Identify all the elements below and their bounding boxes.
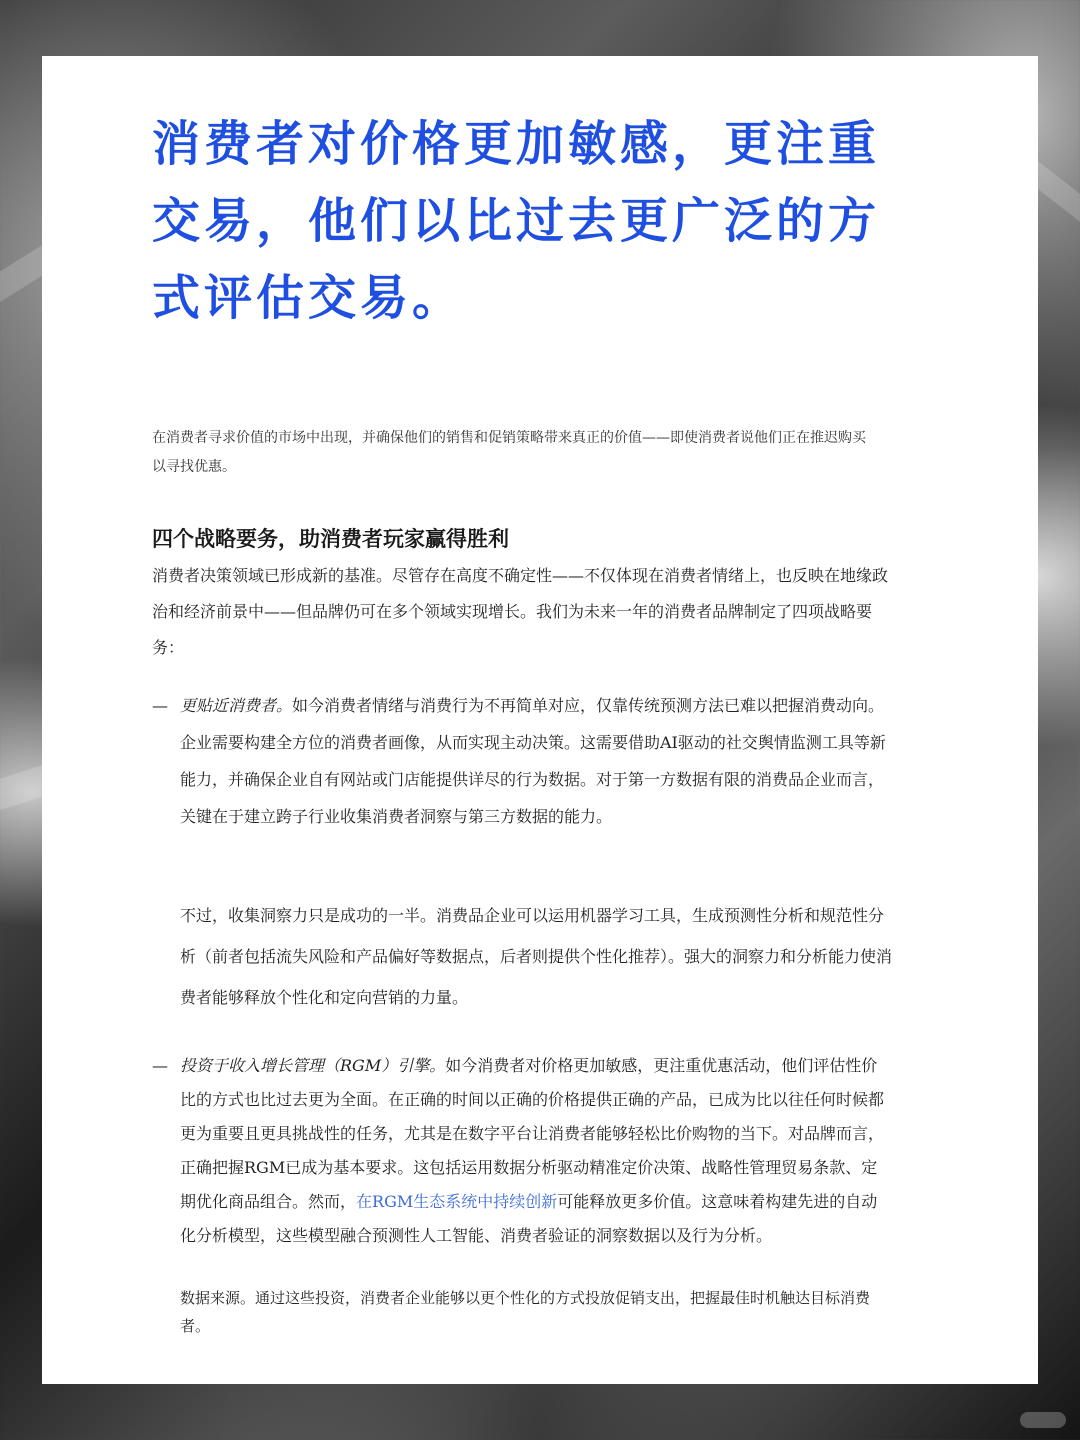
strategy-item-1: [152, 687, 892, 835]
section-title: 四个战略要务，助消费者玩家赢得胜利: [152, 527, 509, 551]
headline: 消费者对价格更加敏感，更注重交易，他们以比过去更广泛的方式评估交易。: [152, 116, 881, 326]
item-dash: —: [152, 696, 168, 715]
item-lead: 投资于收入增长管理（RGM）引擎。: [180, 1056, 446, 1075]
item-text: [152, 1049, 892, 1253]
strategy-item-2: [152, 1049, 892, 1253]
item-body: 如今消费者情绪与消费行为不再简单对应，仅靠传统预测方法已难以把握消费动向。企业需要构建全方位的消费者画像，从而实现主动决策。这需要借助AI驱动的社交舆情监测工具等新能力，并确保企业自有网站或门店能提供详尽的行为数据。对于第一方数据有限的消费品企业而言，关键在于建立跨子行业收集消费者洞察与第三方数据的能力。: [180, 696, 886, 826]
article-card: [42, 56, 1038, 1384]
footnote: 数据来源。通过这些投资，消费者企业能够以更个性化的方式投放促销支出，把握最佳时机触达目标消费者。: [180, 1289, 871, 1335]
section-body: 消费者决策领域已形成新的基准。尽管存在高度不确定性——不仅体现在消费者情绪上，也反映在地缘政治和经济前景中——但品牌仍可在多个领域实现增长。我们为未来一年的消费者品牌制定了四项战略要务：: [152, 566, 889, 657]
item-body-after-link: 可能释放更多价值。这意味着构建先进的自动化分析模型，这些模型融合预测性人工智能、消费者验证的洞察数据以及行为分析。: [180, 1192, 878, 1245]
watermark-badge: [1020, 1412, 1066, 1428]
item-body: 如今消费者对价格更加敏感，更注重优惠活动，他们评估性价比的方式也比过去更为全面。在正确的时间以正确的价格提供正确的产品，已成为比以往任何时候都更为重要且更具挑战性的任务，尤其是在数字平台让消费者能够轻松比价购物的当下。对品牌而言，正确把握RGM已成为基本要求。这包括运用数据分析驱动精准定价决策、战略性管理贸易条款、定期优化商品组合。然而，: [180, 1056, 885, 1211]
rgm-innovation-link[interactable]: 在RGM生态系统中持续创新: [356, 1192, 558, 1211]
item-1-followup: 不过，收集洞察力只是成功的一半。消费品企业可以运用机器学习工具，生成预测性分析和规范性分析（前者包括流失风险和产品偏好等数据点，后者则提供个性化推荐）。强大的洞察力和分析能力使消费者能够释放个性化和定向营销的力量。: [180, 906, 893, 1007]
item-text: [152, 687, 892, 835]
intro-paragraph: 在消费者寻求价值的市场中出现，并确保他们的销售和促销策略带来真正的价值——即使消费者说他们正在推迟购买以寻找优惠。: [152, 430, 866, 475]
item-lead: 更贴近消费者。: [180, 696, 293, 715]
item-dash: —: [152, 1056, 168, 1075]
